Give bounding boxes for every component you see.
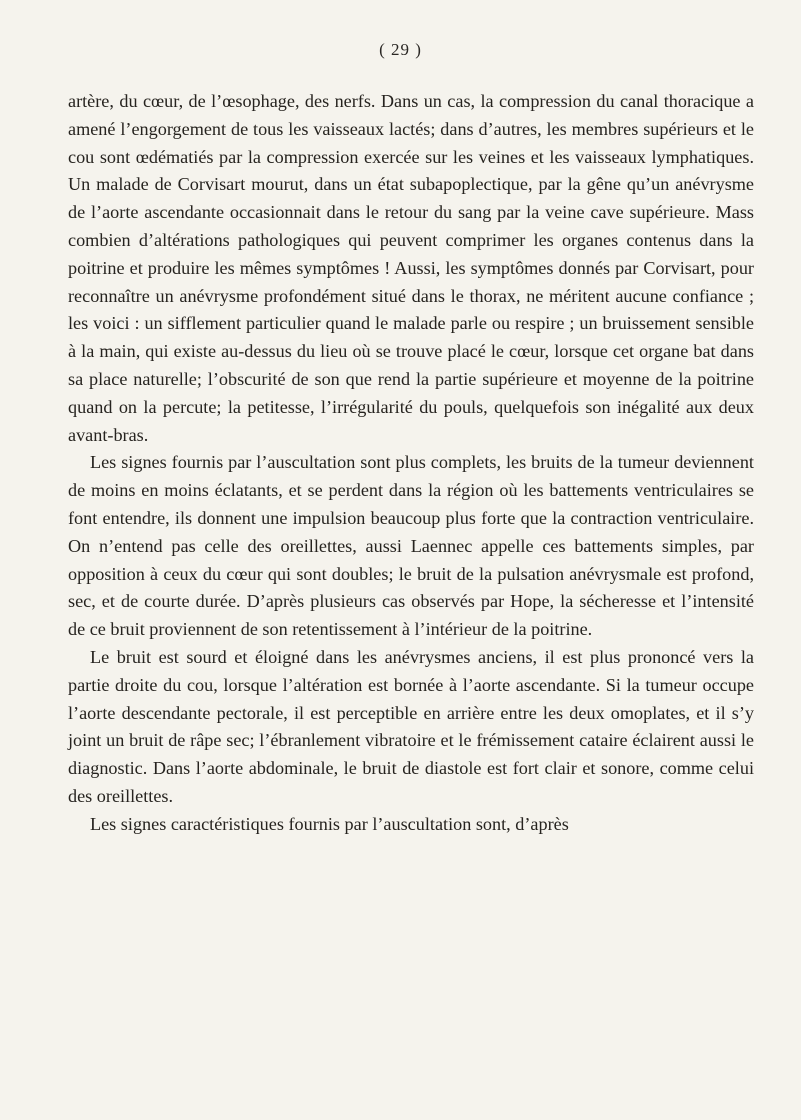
page-number: ( 29 ) [379,40,422,59]
paragraph-bruit-sourd: Le bruit est sourd et éloigné dans les anévrysmes anciens, il est plus prononcé vers la partie droite du cou, lorsque l’altération est bornée à l’aorte ascendante. Si la tumeur occupe l’aorte descendante pectorale, il est perceptible en arrière entre les deux omoplates, et il s’y joint un bruit de râpe sec; l’ébranlement vibratoire et le frémissement cataire éclairent aussi le diagnostic. Dans l’aorte abdominale, le bruit de diastole est fort clair et sonore, comme celui des oreillettes. [68,646,754,806]
paragraph-auscultation-signs: Les signes fournis par l’auscultation sont plus complets, les bruits de la tumeur deviennent de moins en moins éclatants, et se perdent dans la région où les battements ventriculaires se font entendre, ils donnent une impulsion beaucoup plus forte que la contraction ventriculaire. On n’entend pas celle des oreillettes, aussi Laennec appelle ces battements simples, par opposition à ceux du cœur qui sont doubles; le bruit de la pulsation anévrysmale est profond, sec, et de courte durée. D’après plusieurs cas observés par Hope, la sécheresse et l’intensité de ce bruit proviennent de son retentissement à l’intérieur de la poitrine. [68,452,754,640]
body-text [68,88,754,839]
paragraph-continuation: artère, du cœur, de l’œsophage, des nerfs. Dans un cas, la compression du canal thoracique a amené l’engorgement de tous les vaisseaux lactés; dans d’autres, les membres supérieurs et le cou sont œdématiés par la compression exercée sur les veines et les vaisseaux lymphatiques. Un malade de Corvisart mourut, dans un état subapoplectique, par la gêne qu’un anévrysme de l’aorte ascendante occasionnait dans le retour du sang par la veine cave supérieure. Mass combien d’altérations pathologiques qui peuvent comprimer les organes contenus dans la poitrine et produire les mêmes symptômes ! Aussi, les symptômes donnés par Corvisart, pour reconnaître un anévrysme profondément situé dans le thorax, ne méritent aucune confiance ; les voici : un sifflement particulier quand le malade parle ou respire ; un bruissement sensible à la main, qui existe au-dessus du lieu où se trouve placé le cœur, lorsque cet organe bat dans sa place naturelle; l’obscurité de son que rend la partie supérieure et moyenne de la poitrine quand on la percute; la petitesse, l’irrégularité du pouls, quelquefois son inégalité aux deux avant-bras. [68,91,754,445]
paragraph-signes-caracteristiques: Les signes caractéristiques fournis par l’auscultation sont, d’après [90,813,569,834]
